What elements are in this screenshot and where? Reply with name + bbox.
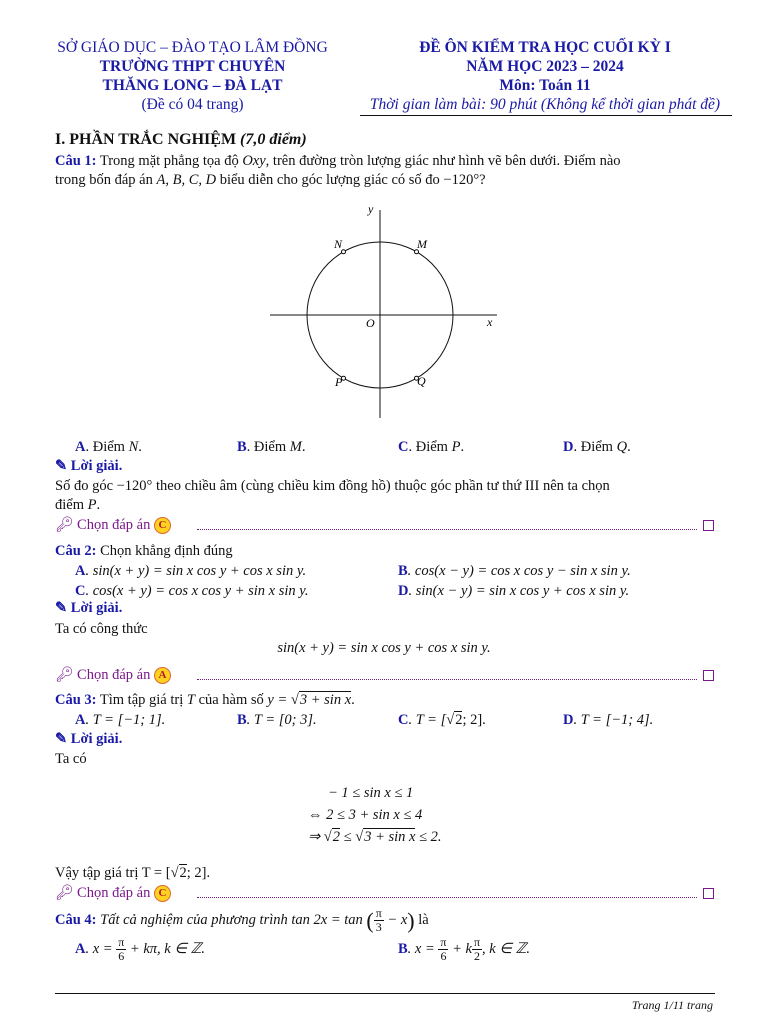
q2-option-c[interactable]: C. cos(x + y) = cos x cos y + sin x sin y. [75,583,309,599]
q2-answer-badge: A [154,667,171,684]
leader-dots [197,516,697,530]
page-number: Trang 1/11 trang [631,998,713,1012]
derivation-line-1: − 1 ≤ sin x ≤ 1 [328,785,414,801]
leader-dots [197,666,697,680]
edit-icon: ✎ [55,731,68,747]
label-M: M [417,237,427,251]
question-4-text: Câu 4: Tất cả nghiệm của phương trình tan 2x = tan ( $\frac{\pi}{3}$ − x) là [55,906,429,934]
question-1-label: Câu 1: [55,153,97,169]
q1-answer-badge: C [154,517,171,534]
q3-option-b[interactable]: B. T = [0; 3]. [237,712,317,728]
checkbox-icon[interactable] [703,520,714,531]
q4-options [75,936,735,966]
q1-option-a[interactable]: A. Điểm N. [75,439,142,455]
q1-options [75,438,735,458]
q1-solution-heading: ✎ Lời giải. [55,458,123,474]
point-N [342,250,346,254]
q1-solution-text: Số đo góc −120° theo chiều âm (cùng chiều kim đồng hồ) thuộc góc phần tư thứ III nên ta chọn điểm P. [55,478,610,513]
q2-formula: sin(x + y) = sin x cos y + cos x sin y. [277,640,491,656]
q3-options [75,711,735,731]
label-O: O [366,316,375,330]
leader-dots [197,884,697,898]
q1-option-d[interactable]: D. Điểm Q. [563,439,631,455]
derivation-line-3: ⇒ √2 ≤ √3 + sin x ≤ 2. [308,829,442,845]
school-year: NĂM HỌC 2023 – 2024 [466,58,624,75]
q2-options [75,562,735,602]
exam-title: ĐỀ ÔN KIỂM TRA HỌC CUỐI KỲ I [419,39,671,56]
derivation-line-2: ⇔ 2 ≤ 3 + sin x ≤ 4 [308,807,423,823]
q1-option-c[interactable]: C. Điểm P. [398,439,465,455]
time-limit: Thời gian làm bài: 90 phút (Không kể thời gian phát đề) [369,96,721,113]
question-2-label: Câu 2: [55,543,97,559]
header-left [40,38,345,114]
q3-conclusion: Vậy tập giá trị T = [√2; 2]. [55,865,211,881]
q3-option-a[interactable]: A. T = [−1; 1]. [75,712,166,728]
label-Q: Q [417,374,426,388]
header-school: TRƯỜNG THPT CHUYÊN [99,58,286,75]
key-icon: 🔑︎ [55,885,74,901]
q1-answer-row: 🔑︎ Chọn đáp án C [55,516,715,536]
q2-option-d[interactable]: D. sin(x − y) = sin x cos y + cos x sin y. [398,583,630,599]
header-page-count: (Đề có 04 trang) [141,96,244,113]
q3-derivation [300,784,520,850]
label-y: y [368,202,374,216]
q2-option-a[interactable]: A. sin(x + y) = sin x cos y + cos x sin y. [75,563,307,579]
question-3-label: Câu 3: [55,692,97,708]
q2-solution-heading: ✎ Lời giải. [55,600,123,616]
q3-solution-heading: ✎ Lời giải. [55,731,123,747]
q3-answer-badge: C [154,885,171,902]
edit-icon: ✎ [55,600,68,616]
q2-option-b[interactable]: B. cos(x − y) = cos x cos y − sin x sin y. [398,563,631,579]
footer-rule [55,993,715,994]
q4-option-a[interactable]: A. x = $\frac{\pi}{6}$ + kπ, k ∈ ℤ. [75,935,206,963]
label-x: x [487,315,493,329]
question-1-text: Câu 1: Trong mặt phẳng tọa độ Oxy, trên đường tròn lượng giác như hình vẽ bên dưới. Điểm nào trong bốn đáp án A, B, C, D biểu diễn cho góc lượng giác có số đo −120°? [55,153,621,188]
checkbox-icon[interactable] [703,888,714,899]
question-3-text: Câu 3: Tìm tập giá trị T của hàm số y = √3 + sin x. [55,692,355,708]
q2-answer-row: 🔑︎ Chọn đáp án A [55,666,715,686]
q4-option-b[interactable]: B. x = $\frac{\pi}{6}$ + k $\frac{\pi}{2}$ , k ∈ ℤ. [398,935,531,963]
question-4-label: Câu 4: [55,911,97,928]
header-rule [360,115,732,116]
q2-solution-text: Ta có công thức [55,621,148,637]
header-department: SỞ GIÁO DỤC – ĐÀO TẠO LÂM ĐỒNG [57,39,328,56]
q3-answer-row: 🔑︎ Chọn đáp án C [55,884,715,904]
q1-option-b[interactable]: B. Điểm M. [237,439,306,455]
q3-solution-text: Ta có [55,751,87,767]
header-school-location: THĂNG LONG – ĐÀ LẠT [102,77,283,94]
unit-circle-figure [265,198,505,423]
subject: Môn: Toán 11 [499,77,591,94]
checkbox-icon[interactable] [703,670,714,681]
section-title: I. PHẦN TRẮC NGHIỆM (7,0 điểm) [55,131,307,148]
edit-icon: ✎ [55,458,68,474]
label-P: P [335,375,343,389]
label-N: N [334,237,343,251]
q3-option-c[interactable]: C. T = [√2; 2]. [398,712,486,728]
key-icon: 🔑︎ [55,667,74,683]
key-icon: 🔑︎ [55,517,74,533]
q4-fraction: $\frac{\pi}{3}$ [375,906,382,934]
q3-option-d[interactable]: D. T = [−1; 4]. [563,712,654,728]
question-2-text: Câu 2: Chọn khẳng định đúng [55,543,233,559]
header-right [355,38,735,114]
